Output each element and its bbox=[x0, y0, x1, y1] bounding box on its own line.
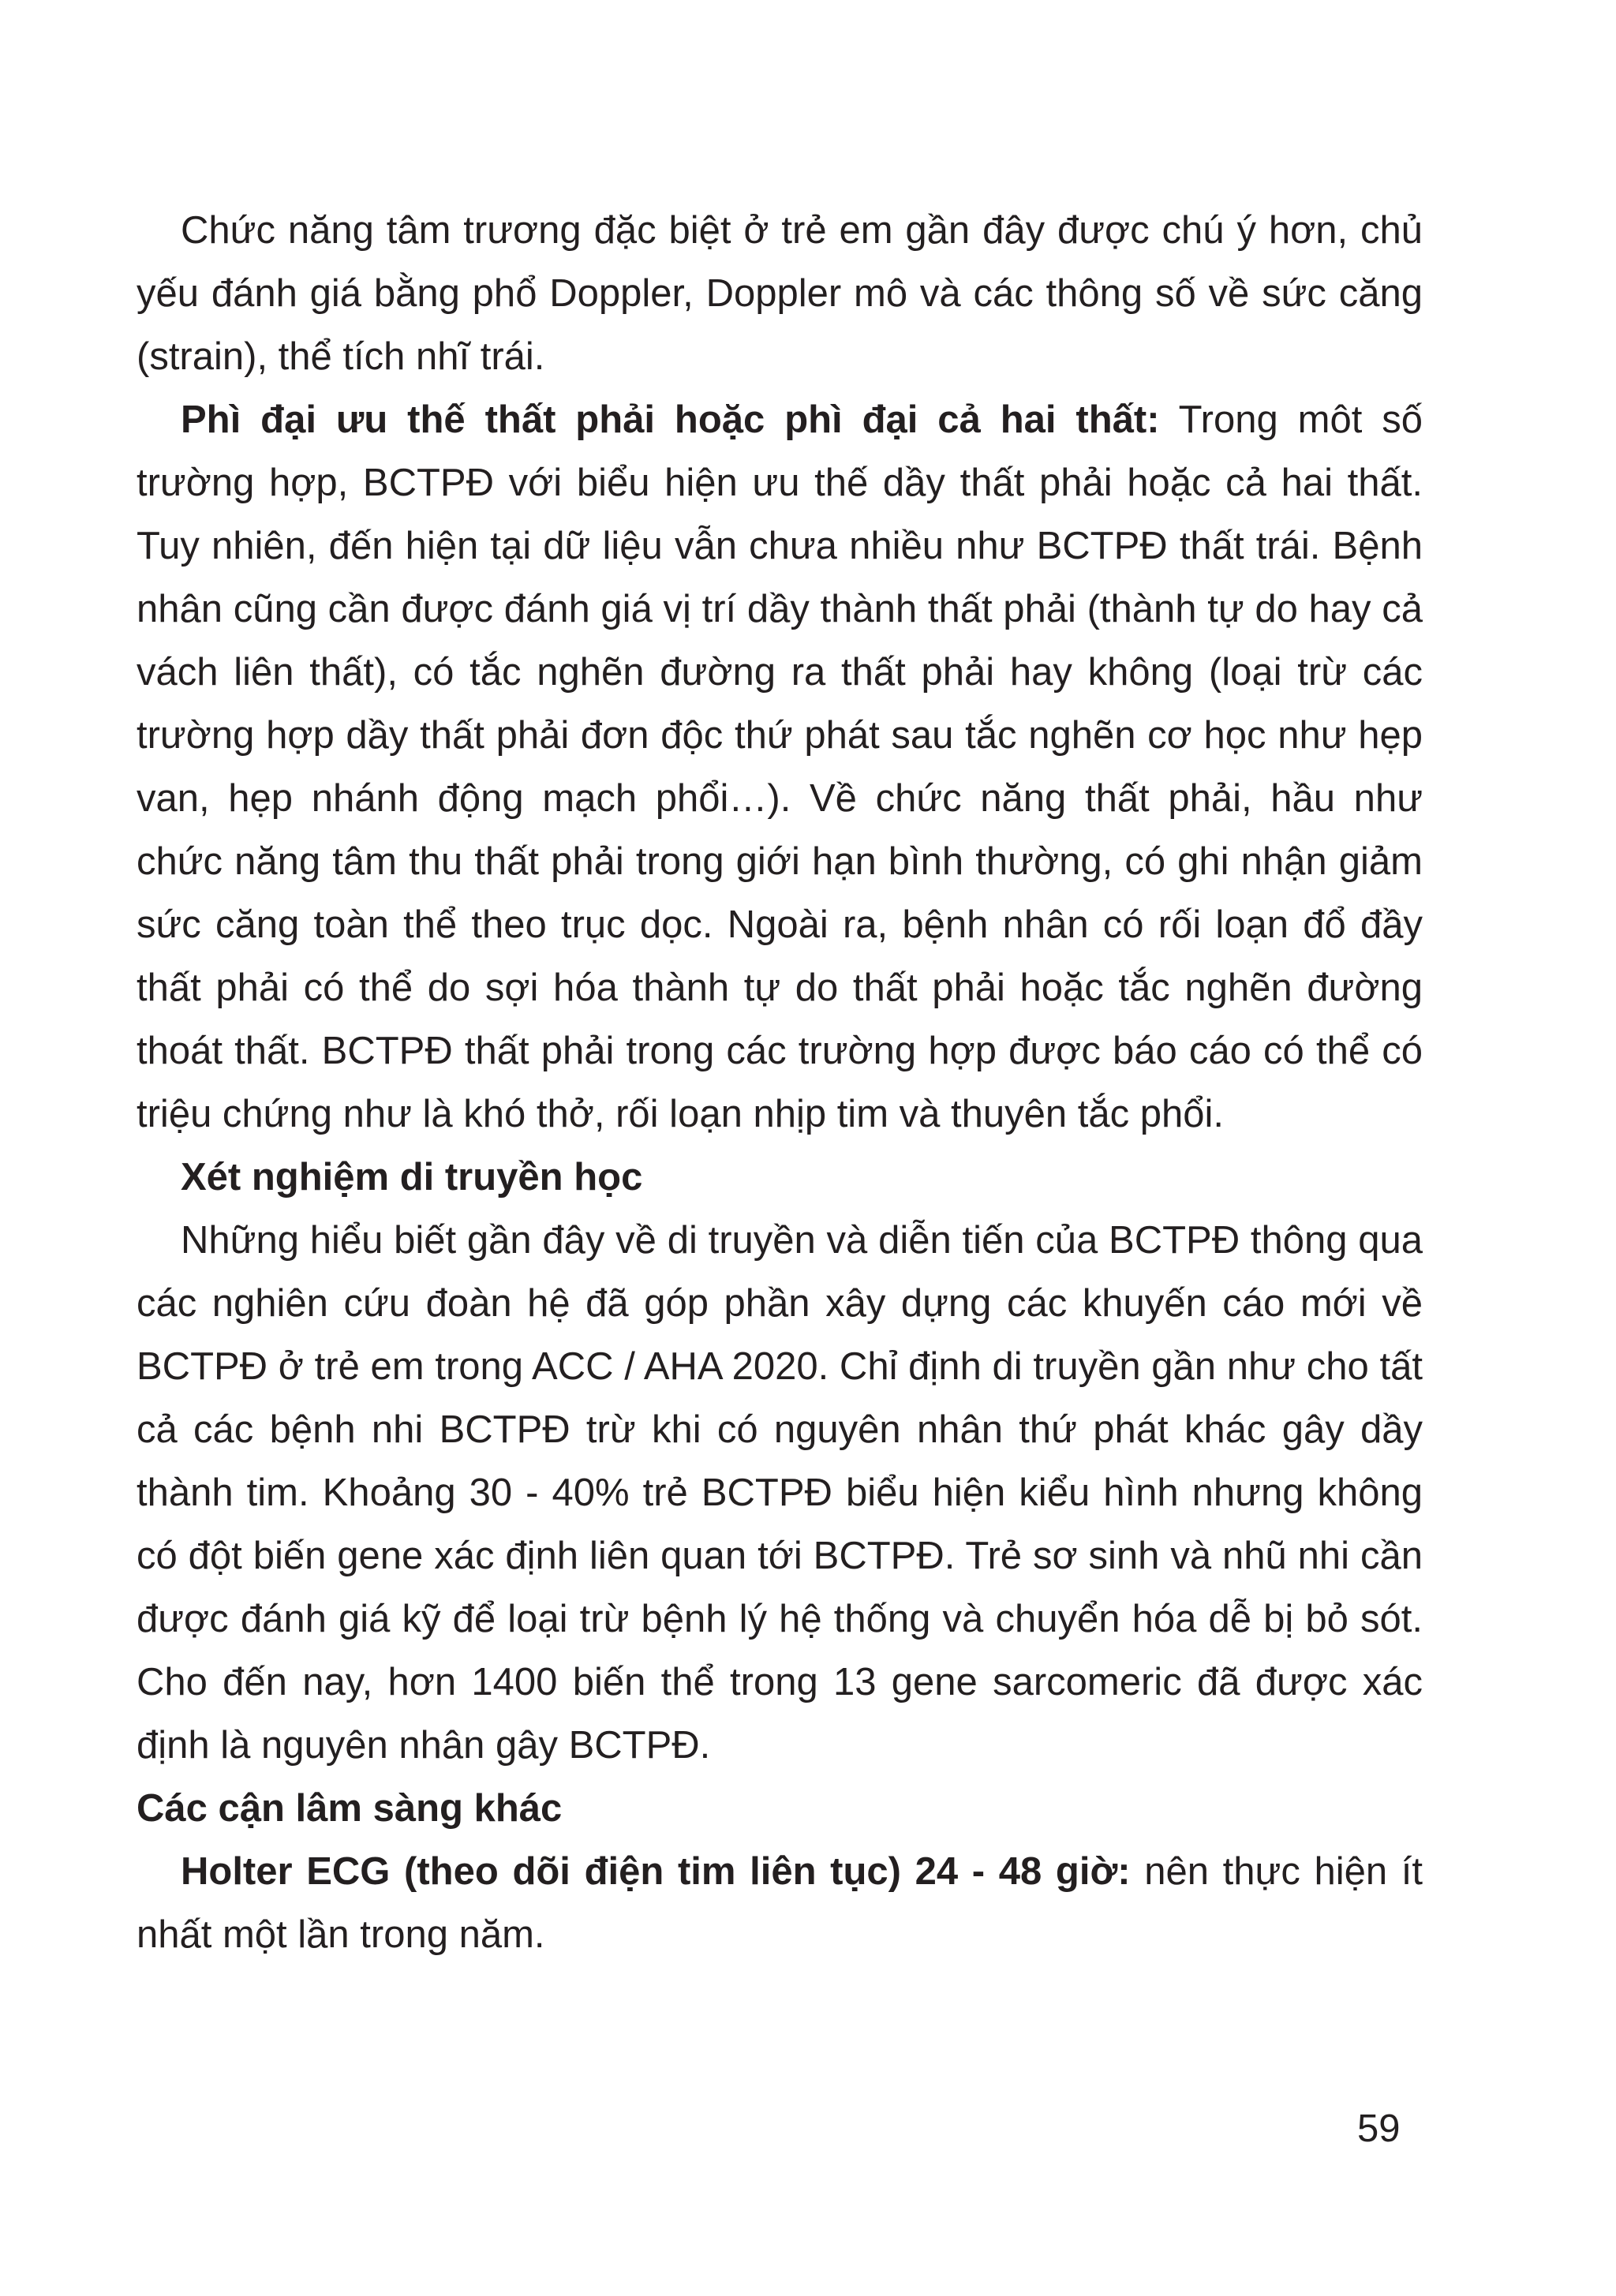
paragraph-body-text: Trong môt số trường hợp, BCTPĐ với biểu hiện ưu thế dầy thất phải hoặc cả hai thất. Tuy nhiên, đến hiện tại dữ liệu vẫn chưa nhiều như BCTPĐ thất trái. Bệnh nhân cũng cần được đánh giá vị trí dầy thành thất phải (thành tự do hay cả vách liên thất), có tắc nghẽn đường ra thất phải hay không (loại trừ các trường hợp dầy thất phải đơn độc thứ phát sau tắc nghẽn cơ học như hẹp van, hẹp nhánh động mạch phổi…). Về chức năng thất phải, hầu như chức năng tâm thu thất phải trong giới hạn bình thường, có ghi nhận giảm sức căng toàn thể theo trục dọc. Ngoài ra, bệnh nhân có rối loạn đổ đầy thất phải có thể do sợi hóa thành tự do thất phải hoặc tắc nghẽn đường thoát thất. BCTPĐ thất phải trong các trường hợp được báo cáo có thể có triệu chứng như là khó thở, rối loạn nhịp tim và thuyên tắc phổi. bbox=[137, 398, 1423, 1135]
section-heading-other-tests: Các cận lâm sàng khác bbox=[137, 1787, 563, 1830]
page-number: 59 bbox=[1357, 2107, 1401, 2150]
section-heading-genetic-testing: Xét nghiệm di truyền học bbox=[181, 1156, 643, 1198]
paragraph-right-ventricle-hypertrophy bbox=[137, 388, 1423, 1146]
paragraph-holter-ecg bbox=[137, 1840, 1423, 1966]
paragraph-lead-bold: Holter ECG (theo dõi điện tim liên tục) 24 - 48 giờ: bbox=[181, 1850, 1131, 1893]
paragraph-body-text: nên thực hiện ít nhất một lần trong năm. bbox=[137, 1850, 1423, 1956]
page-content bbox=[137, 199, 1423, 1966]
paragraph-diastolic-function: Chức năng tâm trương đặc biệt ở trẻ em gần đây được chú ý hơn, chủ yếu đánh giá bằng phổ Doppler, Doppler mô và các thông số về sức căng (strain), thể tích nhĩ trái. bbox=[137, 209, 1423, 378]
paragraph-genetic-testing: Những hiểu biết gần đây về di truyền và diễn tiến của BCTPĐ thông qua các nghiên cứu đoàn hệ đã góp phần xây dựng các khuyến cáo mới về BCTPĐ ở trẻ em trong ACC / AHA 2020. Chỉ định di truyền gần như cho tất cả các bệnh nhi BCTPĐ trừ khi có nguyên nhân thứ phát khác gây dầy thành tim. Khoảng 30 - 40% trẻ BCTPĐ biểu hiện kiểu hình nhưng không có đột biến gene xác định liên quan tới BCTPĐ. Trẻ sơ sinh và nhũ nhi cần được đánh giá kỹ để loại trừ bệnh lý hệ thống và chuyển hóa dễ bị bỏ sót. Cho đến nay, hơn 1400 biến thể trong 13 gene sarcomeric đã được xác định là nguyên nhân gây BCTPĐ. bbox=[137, 1219, 1423, 1767]
paragraph-lead-bold: Phì đại ưu thế thất phải hoặc phì đại cả hai thất: bbox=[181, 398, 1160, 441]
